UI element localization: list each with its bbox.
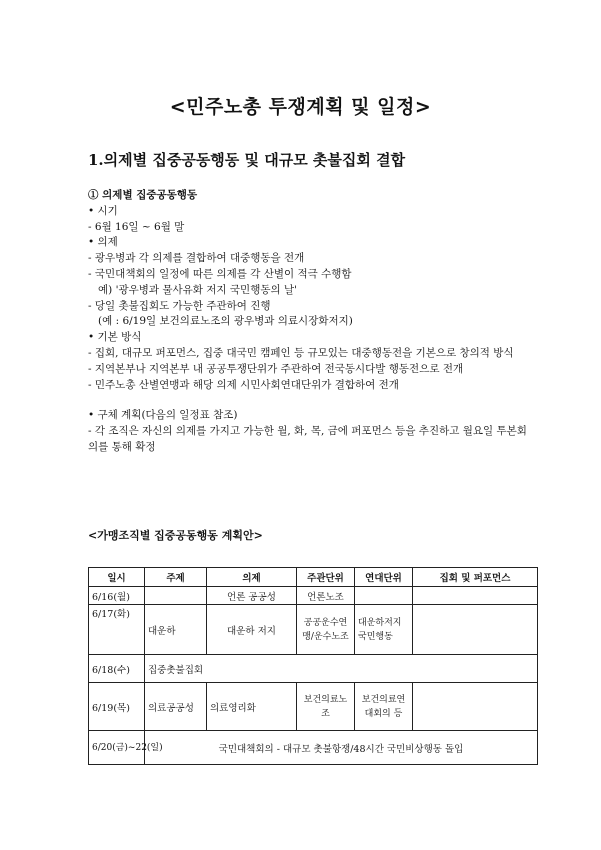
- merged-cell: 집중촛불집회: [145, 655, 538, 683]
- header-cell: 일시: [89, 568, 145, 587]
- body-line: (예 : 6/19일 보건의료노조의 광우병과 의료시장화저지): [98, 315, 353, 328]
- table-title: <가맹조직별 집중공동행동 계획안>: [88, 529, 263, 542]
- header-cell: 의제: [207, 568, 297, 587]
- agenda-cell: 언론 공공성: [207, 587, 297, 605]
- host-cell: 언론노조: [297, 587, 355, 605]
- table-row: [89, 731, 538, 765]
- body-line: • 의제: [88, 236, 118, 249]
- merged-cell: 국민대책회의 - 대규모 촛불항쟁/48시간 국민비상행동 돌입: [145, 731, 538, 765]
- table-header-row: [89, 568, 538, 587]
- event-cell: [413, 683, 538, 731]
- event-cell: [413, 605, 538, 655]
- schedule-table: [88, 567, 538, 765]
- topic-cell: 의료공공성: [145, 683, 207, 731]
- event-cell: [413, 587, 538, 605]
- header-cell: 연대단위: [355, 568, 413, 587]
- body-line: - 민주노총 산별연맹과 해당 의제 시민사회연대단위가 결합하여 전개: [88, 378, 399, 391]
- ally-cell: 대운하저지국민행동: [355, 605, 413, 655]
- agenda-cell: 의료영리화: [207, 683, 297, 731]
- host-cell: 공공운수연맹/운수노조: [297, 605, 355, 655]
- body-line: - 지역본부나 지역본부 내 공공투쟁단위가 주관하여 전국동시다발 행동전으로 전개: [88, 362, 464, 375]
- ally-cell: 보건의료연대회의 등: [355, 683, 413, 731]
- sub-heading: ① 의제별 집중공동행동: [88, 189, 198, 201]
- body-line: - 국민대책회의 일정에 따른 의제를 각 산별이 적극 수행함: [88, 267, 352, 280]
- table-row: [89, 587, 538, 605]
- body-line: • 구체 계획(다음의 일정표 참조): [88, 409, 238, 422]
- header-cell: 주제: [145, 568, 207, 587]
- agenda-cell: 대운하 저지: [207, 605, 297, 655]
- topic-cell: 대운하: [145, 605, 207, 655]
- ally-cell: [355, 587, 413, 605]
- date-cell: 6/19(목): [89, 683, 145, 731]
- section-heading: 1.의제별 집중공동행동 및 대규모 촛불집회 결합: [88, 151, 406, 169]
- date-cell: 6/18(수): [89, 655, 145, 683]
- date-cell: 6/17(화): [89, 605, 145, 655]
- body-line: 예) '광우병과 물사유화 저지 국민행동의 날': [98, 283, 297, 296]
- table-row: [89, 605, 538, 655]
- body-line: - 각 조직은 자신의 의제를 가지고 가능한 월, 화, 목, 금에 퍼포먼스 등을 추진하고 월요일 투본회의를 통해 확정: [88, 425, 527, 453]
- document-body: [88, 188, 528, 456]
- body-line: - 6월 16일 ~ 6월 말: [88, 220, 185, 233]
- document-title: <민주노총 투쟁계획 및 일정>: [169, 96, 432, 118]
- header-cell: 주관단위: [297, 568, 355, 587]
- table-row: [89, 655, 538, 683]
- date-cell: 6/20(금)~22(일): [89, 731, 145, 765]
- body-line: - 집회, 대규모 퍼포먼스, 집중 대국민 캠페인 등 규모있는 대중행동전을 기본으로 창의적 방식: [88, 346, 514, 359]
- body-line: - 광우병과 각 의제를 결합하여 대중행동을 전개: [88, 252, 305, 265]
- body-line: • 기본 방식: [88, 331, 142, 344]
- header-cell: 집회 및 퍼포먼스: [413, 568, 538, 587]
- topic-cell: [145, 587, 207, 605]
- table-row: [89, 683, 538, 731]
- body-line: • 시기: [88, 204, 118, 217]
- host-cell: 보건의료노조: [297, 683, 355, 731]
- date-cell: 6/16(월): [89, 587, 145, 605]
- body-line: - 당일 촛불집회도 가능한 주관하여 진행: [88, 299, 271, 312]
